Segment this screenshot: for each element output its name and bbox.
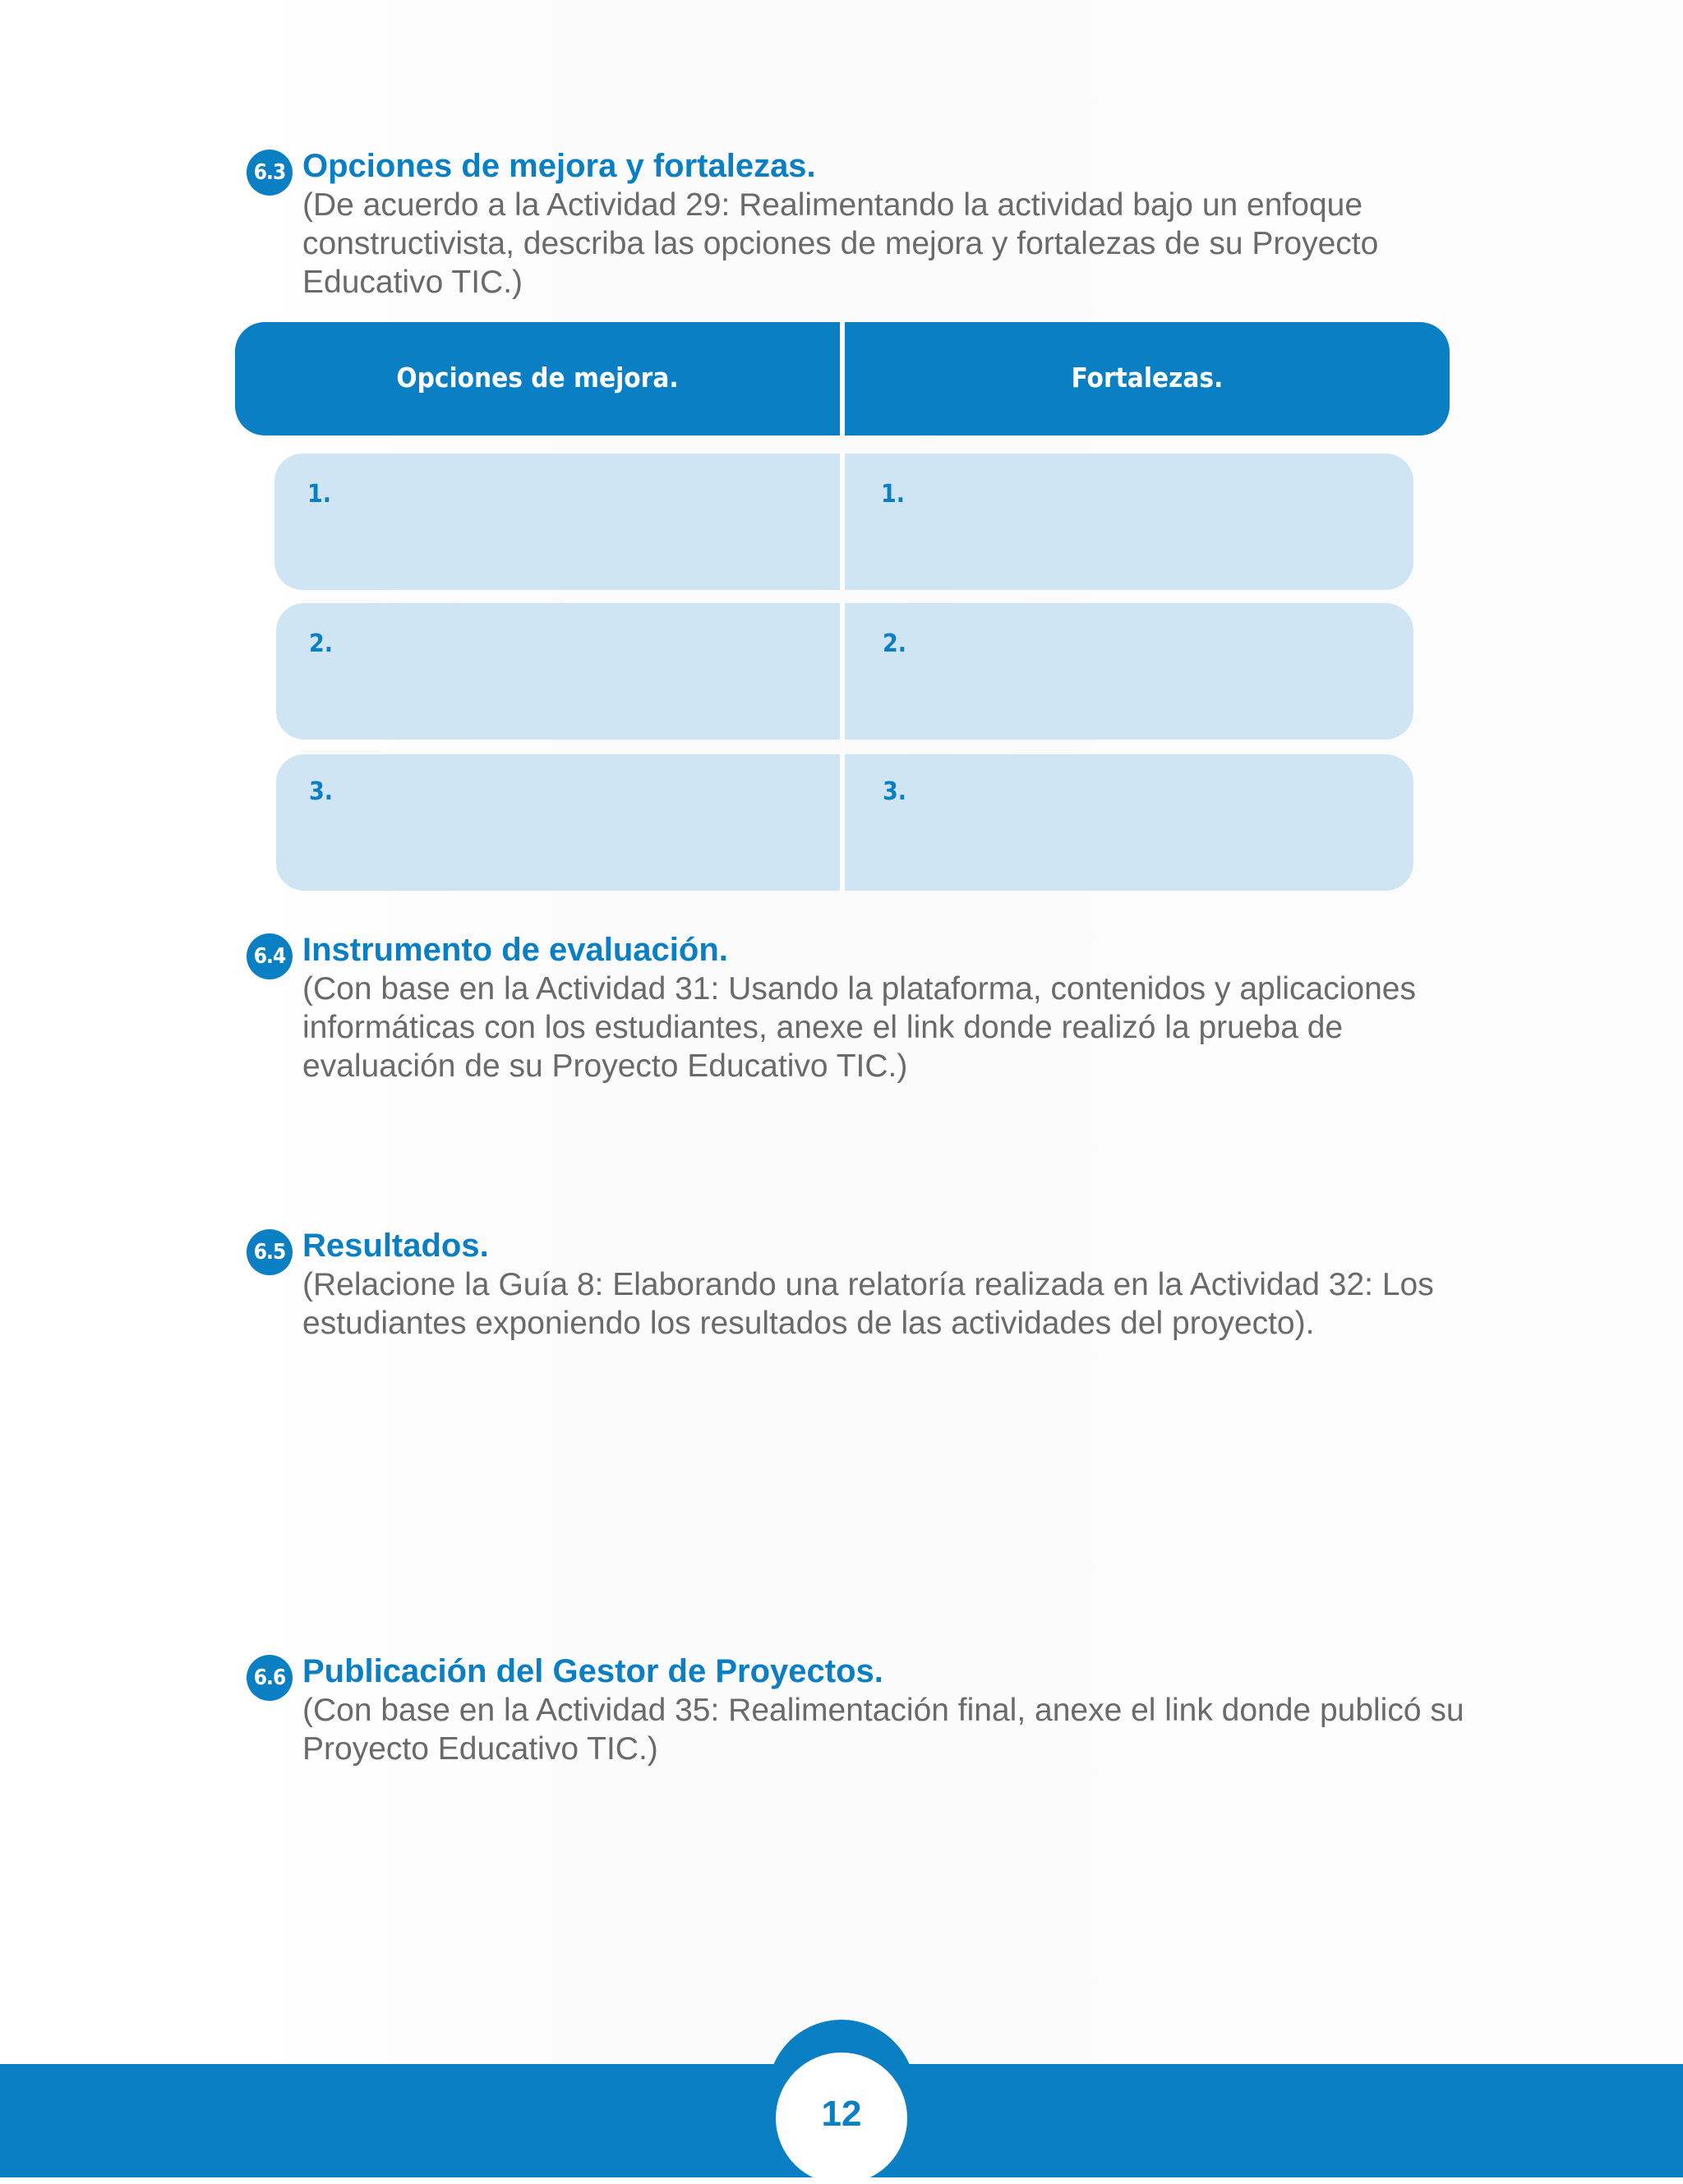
section-6-5 <box>247 1226 1479 1349</box>
cell-strength-1[interactable]: 1. <box>881 480 906 509</box>
row-divider <box>840 454 845 590</box>
column-header-strengths: Fortalezas. <box>1071 362 1224 394</box>
section-number-badge: 6.6 <box>247 1655 293 1701</box>
section-number-badge: 6.5 <box>247 1229 293 1275</box>
section-title: Instrumento de evaluación. <box>302 932 728 968</box>
page-number: 12 <box>821 2094 862 2134</box>
improvement-strengths-table <box>235 322 1451 892</box>
table-row <box>276 603 1413 740</box>
cell-strength-2[interactable]: 2. <box>883 629 907 658</box>
section-title: Resultados. <box>302 1228 489 1264</box>
section-title: Opciones de mejora y fortalezas. <box>302 148 816 184</box>
cell-improvement-1[interactable]: 1. <box>307 480 332 509</box>
section-number-badge: 6.3 <box>247 150 293 196</box>
row-divider <box>840 754 845 891</box>
section-description: (Relacione la Guía 8: Elaborando una relatoría realizada en la Actividad 32: Los estudiantes exponiendo los resultados de las actividades del proyecto). <box>302 1267 1434 1341</box>
section-6-6 <box>247 1652 1479 1775</box>
table-row <box>274 454 1413 590</box>
table-row <box>276 754 1413 891</box>
section-6-4 <box>247 930 1479 1086</box>
section-number-badge: 6.4 <box>247 933 293 979</box>
section-title: Publicación del Gestor de Proyectos. <box>302 1653 883 1689</box>
section-6-3 <box>247 146 1479 302</box>
row-divider <box>840 603 845 740</box>
cell-improvement-3[interactable]: 3. <box>309 777 334 806</box>
section-description: (De acuerdo a la Actividad 29: Realimentando la actividad bajo un enfoque constructivista, describa las opciones de mejora y fortalezas de su Proyecto Educativo TIC.) <box>302 187 1379 300</box>
cell-strength-3[interactable]: 3. <box>883 777 907 806</box>
column-header-improvement: Opciones de mejora. <box>396 362 679 394</box>
cell-improvement-2[interactable]: 2. <box>309 629 334 658</box>
section-description: (Con base en la Actividad 35: Realimentación final, anexe el link donde publicó su Proyecto Educativo TIC.) <box>302 1693 1464 1767</box>
table-header <box>235 322 1450 435</box>
section-description: (Con base en la Actividad 31: Usando la plataforma, contenidos y aplicaciones informáticas con los estudiantes, anexe el link donde realizó la prueba de evaluación de su Proyecto Educativo TIC.) <box>302 971 1416 1084</box>
